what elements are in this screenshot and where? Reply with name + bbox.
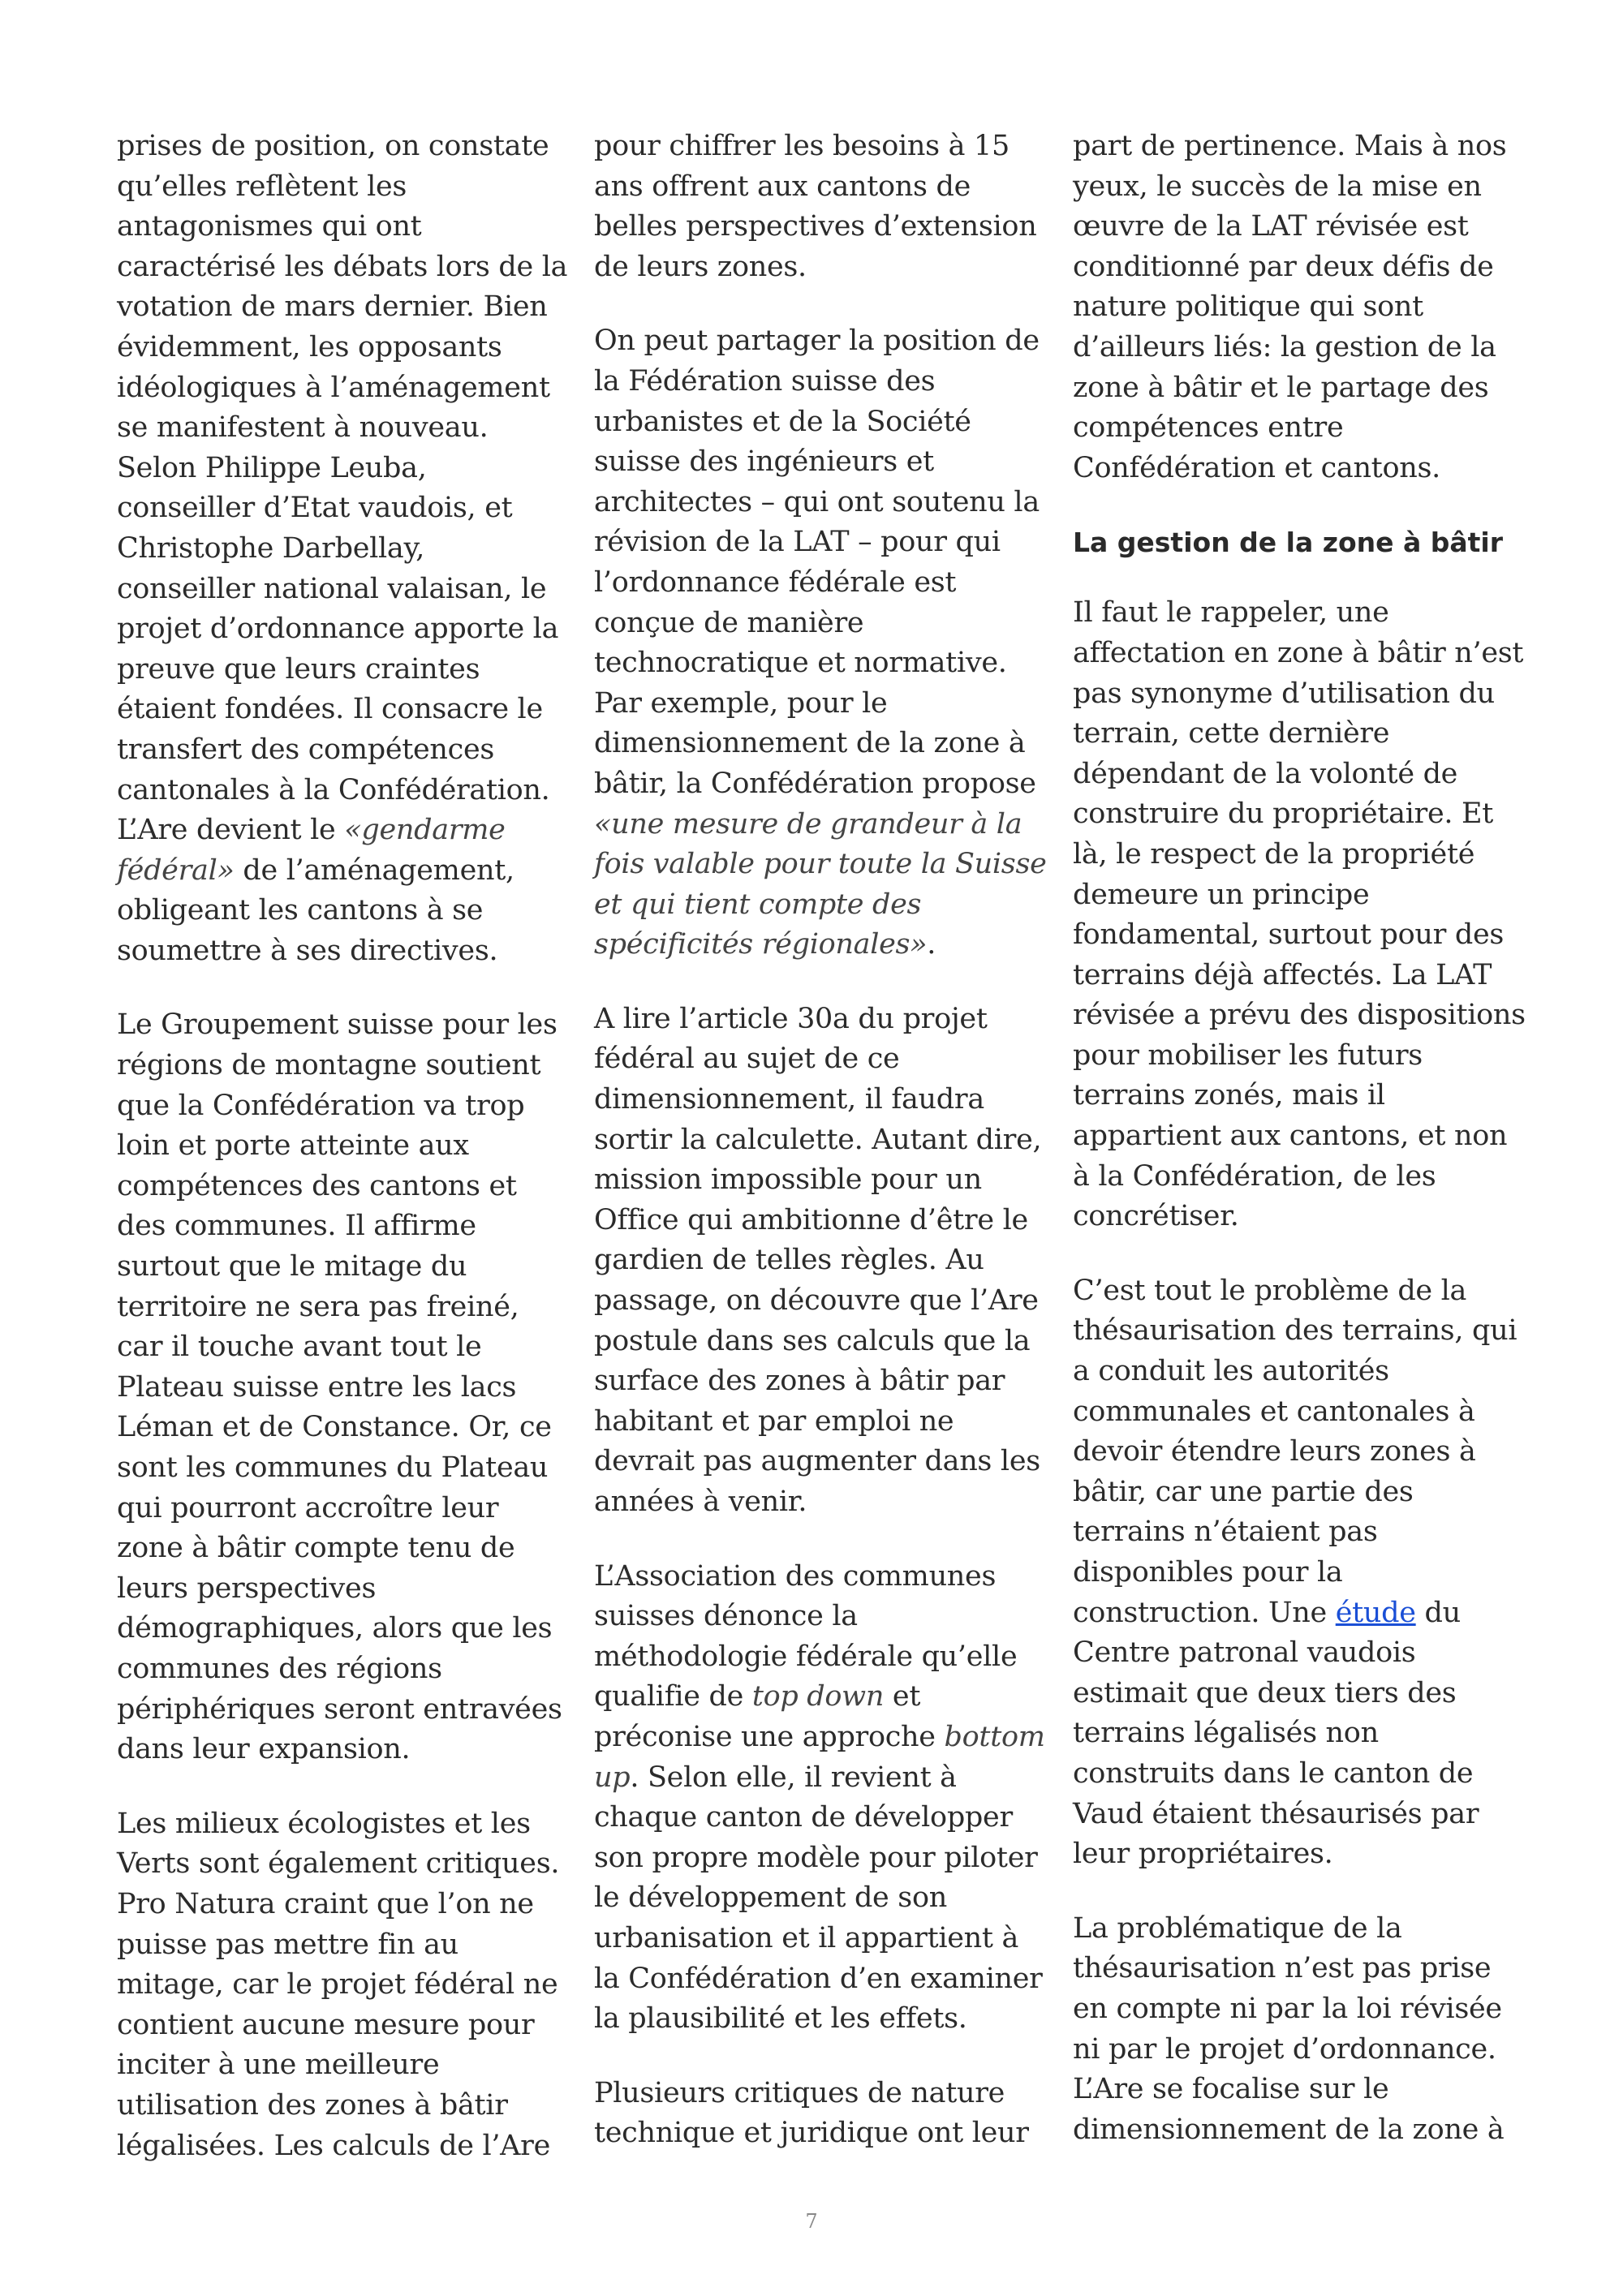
text-line: Christophe Darbellay, [117, 531, 425, 565]
text-line: des communes. Il affirme [117, 1210, 476, 1243]
text-line: urbanisation et il appartient à [594, 1921, 1019, 1954]
text-line: terrains n’étaient pas [1073, 1516, 1378, 1549]
text-line: qui pourront accroître leur [117, 1491, 499, 1524]
text-line: loin et porte atteinte aux [117, 1129, 469, 1163]
text-line: disponibles pour la [1073, 1556, 1343, 1589]
text-line: leur propriétaires. [1073, 1838, 1333, 1871]
etude-link[interactable]: étude [1335, 1596, 1416, 1629]
text-run: préconise une approche [594, 1720, 945, 1753]
text-line: étaient fondées. Il consacre le [117, 693, 543, 726]
text-line: surtout que le mitage du [117, 1250, 467, 1283]
text-line: estimait que deux tiers des [1073, 1676, 1457, 1709]
text-line: régions de montagne soutient [117, 1049, 541, 1082]
text-line: mitage, car le projet fédéral ne [117, 1968, 558, 2001]
text-line: caractérisé les débats lors de la [117, 250, 568, 283]
text-line: urbanistes et de la Société [594, 405, 971, 438]
text-line: la Confédération d’en examiner [594, 1962, 1043, 1995]
text-line: à la Confédération, de les [1073, 1159, 1436, 1193]
text-column-1 [117, 127, 567, 2200]
text-line: Pro Natura craint que l’on ne [117, 1887, 534, 1920]
text-line: obligeant les cantons à se [117, 894, 484, 927]
text-line: passage, on découvre que l’Are [594, 1284, 1039, 1318]
text-line [594, 805, 1044, 845]
text-line: habitant et par emploi ne [594, 1404, 954, 1438]
paragraph [594, 127, 1044, 287]
text-line: La problématique de la [1073, 1911, 1402, 1945]
text-line: Par exemple, pour le [594, 686, 888, 720]
text-line [594, 925, 1044, 965]
text-line: d’ailleurs liés: la gestion de la [1073, 330, 1496, 363]
term-top-down: top down [751, 1680, 885, 1713]
text-line: Verts sont également critiques. [117, 1847, 560, 1881]
text-line: fondamental, surtout pour des [1073, 918, 1505, 952]
text-line: Plateau suisse entre les lacs [117, 1370, 517, 1404]
text-line: concrétiser. [1073, 1200, 1239, 1233]
text-line: L’Association des communes [594, 1559, 997, 1593]
paragraph [1073, 593, 1526, 1237]
text-line: gardien de telles règles. Au [594, 1244, 984, 1277]
text-line: nature politique qui sont [1073, 290, 1423, 324]
text-line: Vaud étaient thésaurisés par [1073, 1797, 1479, 1830]
text-line [594, 885, 1044, 926]
text-line: Les milieux écologistes et les [117, 1807, 531, 1840]
text-line: Confédération et cantons. [1073, 451, 1440, 484]
quote-mesure: fois valable pour toute la Suisse [594, 848, 1047, 881]
text-line: utilisation des zones à bâtir [117, 2088, 508, 2122]
quote-gendarme: «gendarme [344, 814, 506, 847]
text-line [117, 851, 567, 892]
text-line: soumettre à ses directives. [117, 934, 498, 967]
text-line: postule dans ses calculs que la [594, 1324, 1031, 1357]
text-line: antagonismes qui ont [117, 210, 422, 243]
quote-mesure: «une mesure de grandeur à la [594, 807, 1022, 841]
text-line: dans leur expansion. [117, 1733, 411, 1766]
text-line: communales et cantonales à [1073, 1395, 1475, 1428]
text-line: révisée a prévu des dispositions [1073, 999, 1526, 1032]
paragraph [1073, 127, 1523, 488]
text-line: compétences des cantons et [117, 1169, 517, 1202]
text-line: dépendant de la volonté de [1073, 757, 1458, 790]
text-line: de leurs zones. [594, 250, 807, 283]
text-line: la Fédération suisse des [594, 364, 936, 398]
quote-mesure: et qui tient compte des [594, 888, 922, 921]
text-line: appartient aux cantons, et non [1073, 1120, 1508, 1153]
text-line [117, 810, 567, 851]
text-line: ans offrent aux cantons de [594, 170, 971, 203]
text-line: terrains zonés, mais il [1073, 1079, 1385, 1112]
text-line: C’est tout le problème de la [1073, 1274, 1467, 1307]
text-line: architectes – qui ont soutenu la [594, 485, 1040, 518]
text-line: suisses dénonce la [594, 1600, 858, 1633]
text-run: du [1415, 1596, 1461, 1629]
quote-mesure: spécificités régionales» [594, 928, 928, 961]
text-line: années à venir. [594, 1486, 807, 1518]
text-line: là, le respect de la propriété [1073, 837, 1475, 871]
text-run: de l’aménagement, [234, 853, 514, 887]
text-line: dimensionnement de la zone à [1073, 2113, 1505, 2146]
text-line: construits dans le canton de [1073, 1756, 1474, 1790]
text-line: Selon Philippe Leuba, [117, 451, 427, 484]
text-line: communes des régions [117, 1652, 442, 1685]
paragraph [594, 1000, 1044, 1523]
text-line: périphériques seront entravées [117, 1692, 562, 1726]
text-line [1073, 1593, 1523, 1634]
text-line: pas synonyme d’utilisation du [1073, 677, 1495, 710]
text-line: terrains légalisés non [1073, 1717, 1379, 1750]
text-line: A lire l’article 30a du projet [594, 1002, 988, 1035]
text-line: dimensionnement de la zone à [594, 727, 1026, 760]
text-line: le développement de son [594, 1881, 947, 1915]
text-line: leurs perspectives [117, 1572, 377, 1605]
quote-federal: fédéral» [117, 853, 235, 887]
text-line: l’ordonnance fédérale est [594, 565, 957, 599]
text-line [594, 1677, 1044, 1718]
text-run: qualifie de [594, 1680, 752, 1713]
text-line [594, 1758, 1044, 1799]
text-line: idéologiques à l’aménagement [117, 371, 550, 404]
text-line: technique et juridique ont leur [594, 2117, 1029, 2150]
text-line: contient aucune mesure pour [117, 2008, 535, 2041]
text-line: transfert des compétences [117, 733, 495, 766]
text-line: en compte ni par la loi révisée [1073, 1992, 1502, 2025]
text-line: votation de mars dernier. Bien [117, 290, 548, 324]
text-line: méthodologie fédérale qu’elle [594, 1640, 1018, 1673]
page-number: 7 [805, 2210, 818, 2233]
paragraph [594, 2074, 1044, 2154]
text-line: dimensionnement, il faudra [594, 1083, 984, 1116]
paragraph [117, 1804, 567, 2166]
text-line: technocratique et normative. [594, 647, 1007, 680]
text-line: compétences entre [1073, 411, 1344, 445]
text-line: yeux, le succès de la mise en [1073, 170, 1482, 203]
text-line: se manifestent à nouveau. [117, 411, 489, 445]
term-bottom-up: bottom [944, 1720, 1045, 1753]
text-line: inciter à une meilleure [117, 2049, 440, 2082]
text-run: construction. Une [1073, 1596, 1336, 1629]
text-line: construire du propriétaire. Et [1073, 798, 1494, 831]
text-line: thésaurisation des terrains, qui [1073, 1314, 1518, 1348]
text-line: puisse pas mettre fin au [117, 1928, 458, 1961]
paragraph [1073, 1909, 1523, 2151]
text-line: Centre patronal vaudois [1073, 1636, 1416, 1670]
text-line: surface des zones à bâtir par [594, 1365, 1005, 1398]
section-heading: La gestion de la zone à bâtir [1073, 527, 1503, 559]
text-line: suisse des ingénieurs et [594, 445, 934, 479]
text-run: L’Are devient le [117, 814, 345, 847]
text-line: devrait pas augmenter dans les [594, 1445, 1040, 1478]
paragraph [594, 321, 1047, 965]
text-run: . Selon elle, il revient à [630, 1761, 957, 1794]
text-line: bâtir, car une partie des [1073, 1475, 1414, 1508]
text-line: zone à bâtir et le partage des [1073, 371, 1489, 404]
text-line: territoire ne sera pas freiné, [117, 1290, 519, 1323]
text-line: la plausibilité et les effets. [594, 2002, 967, 2036]
text-line: Le Groupement suisse pour les [117, 1008, 558, 1042]
text-line: évidemment, les opposants [117, 330, 502, 363]
text-line: conseiller national valaisan, le [117, 572, 547, 605]
text-column-2 [594, 127, 1047, 2188]
text-line: devoir étendre leurs zones à [1073, 1435, 1476, 1468]
text-line: terrain, cette dernière [1073, 717, 1390, 750]
text-line: belles perspectives d’extension [594, 210, 1037, 243]
text-line: conçue de manière [594, 606, 864, 639]
paragraph [117, 127, 567, 971]
text-line: L’Are se focalise sur le [1073, 2073, 1389, 2106]
text-line: projet d’ordonnance apporte la [117, 613, 559, 646]
text-line: mission impossible pour un [594, 1163, 982, 1197]
text-line: preuve que leurs craintes [117, 652, 480, 686]
text-line: cantonales à la Confédération. [117, 773, 550, 806]
text-line: conseiller d’Etat vaudois, et [117, 492, 513, 525]
text-line [594, 1718, 1044, 1758]
text-column-3 [1073, 127, 1526, 2184]
text-line: Léman et de Constance. Or, ce [117, 1411, 552, 1444]
text-line: Plusieurs critiques de nature [594, 2076, 1005, 2109]
text-line: fédéral au sujet de ce [594, 1043, 900, 1076]
text-line: pour chiffrer les besoins à 15 [594, 130, 1010, 162]
text-line: Office qui ambitionne d’être le [594, 1203, 1028, 1236]
text-line: que la Confédération va trop [117, 1089, 525, 1122]
paragraph [1073, 1271, 1523, 1875]
text-line: car il touche avant tout le [117, 1331, 482, 1364]
text-run: . [927, 928, 936, 961]
text-line: légalisées. Les calculs de l’Are [117, 2129, 550, 2162]
text-line: thésaurisation n’est pas prise [1073, 1952, 1492, 1985]
text-line: Il faut le rappeler, une [1073, 596, 1389, 630]
text-line: On peut partager la position de [594, 325, 1040, 358]
text-line: terrains déjà affectés. La LAT [1073, 958, 1492, 991]
text-line: œuvre de la LAT révisée est [1073, 210, 1469, 243]
text-line: a conduit les autorités [1073, 1355, 1389, 1388]
paragraph [594, 1557, 1044, 2040]
text-run: et [884, 1680, 921, 1713]
text-line [594, 845, 1047, 885]
text-line: bâtir, la Confédération propose [594, 767, 1036, 800]
text-line: zone à bâtir compte tenu de [117, 1532, 515, 1565]
text-line: conditionné par deux défis de [1073, 250, 1494, 283]
text-line: sont les communes du Plateau [117, 1451, 549, 1484]
text-line: ni par le projet d’ordonnance. [1073, 2032, 1496, 2066]
text-line: pour mobiliser les futurs [1073, 1038, 1423, 1072]
paragraph [117, 1005, 567, 1769]
text-line: son propre modèle pour piloter [594, 1841, 1038, 1874]
text-line: part de pertinence. Mais à nos [1073, 130, 1507, 162]
text-line: qu’elles reflètent les [117, 170, 407, 203]
text-line: demeure un principe [1073, 878, 1370, 911]
text-line: affectation en zone à bâtir n’est [1073, 636, 1524, 669]
text-line: prises de position, on constate [117, 130, 549, 162]
text-line: sortir la calculette. Autant dire, [594, 1123, 1042, 1156]
text-line: chaque canton de développer [594, 1801, 1013, 1834]
text-line: démographiques, alors que les [117, 1612, 553, 1645]
text-line: révision de la LAT – pour qui [594, 526, 1001, 559]
term-bottom-up: up [594, 1761, 631, 1794]
